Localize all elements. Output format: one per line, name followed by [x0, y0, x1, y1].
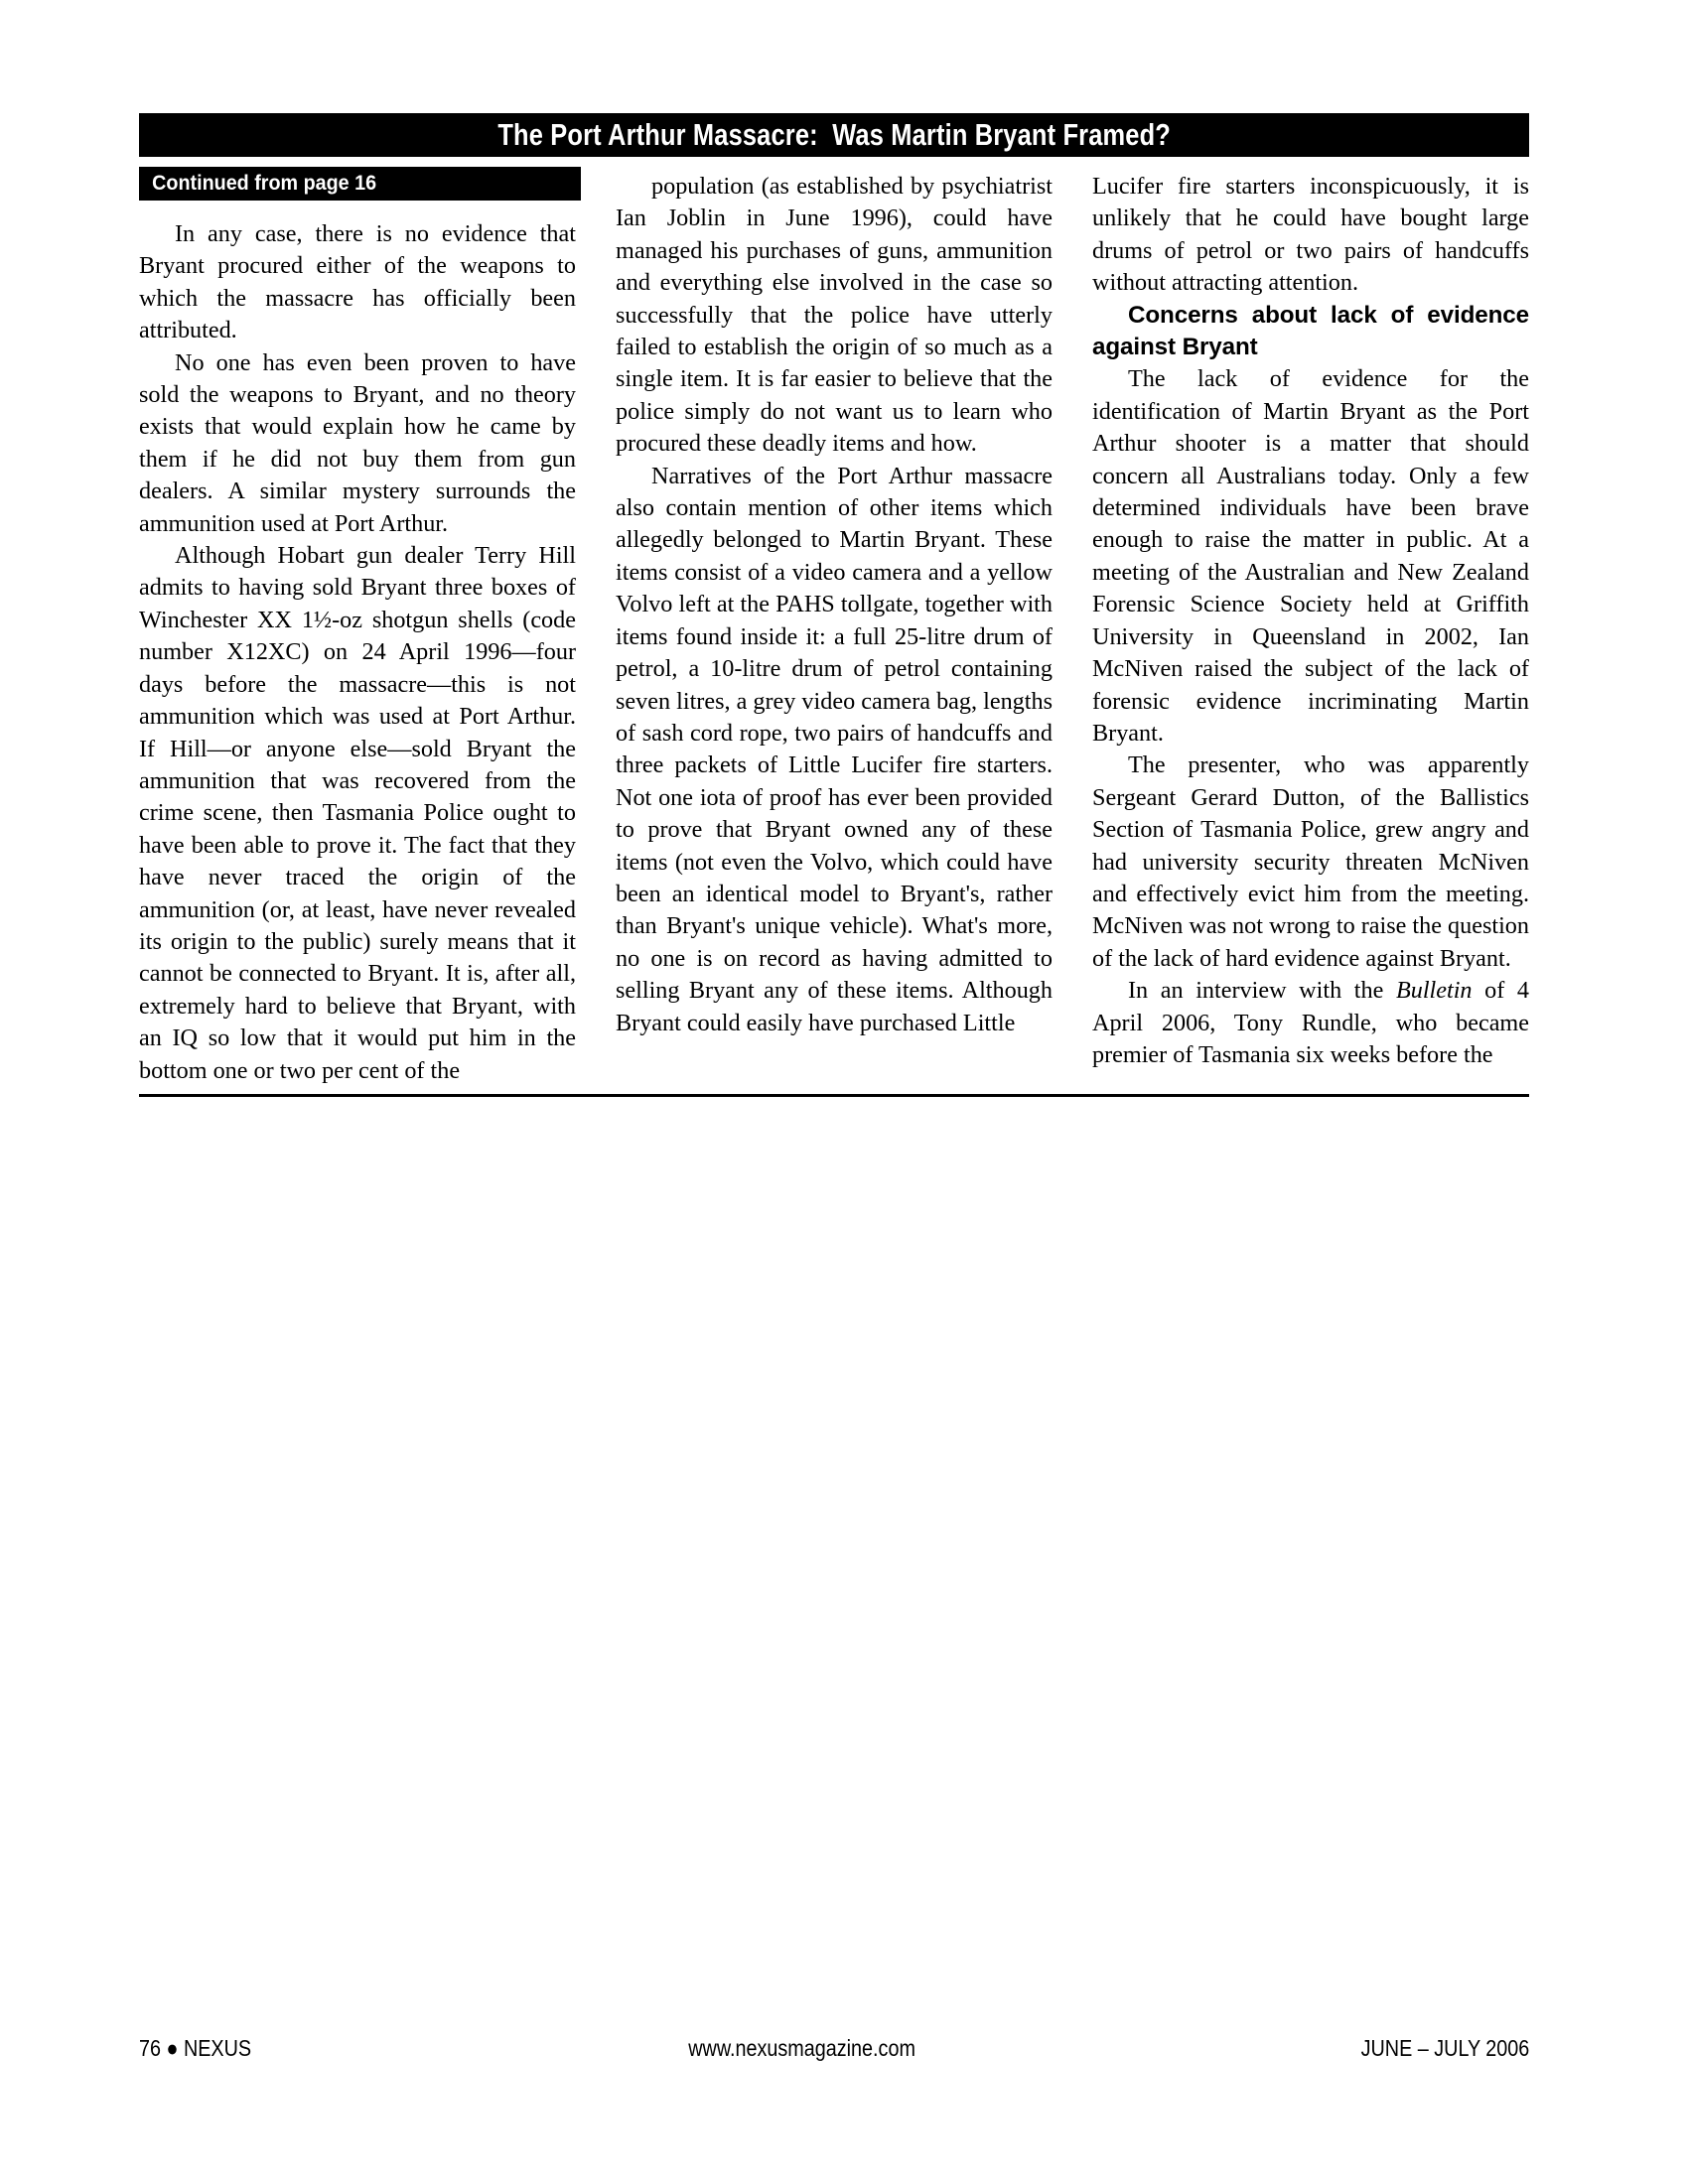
continued-from-label: Continued from page 16 [152, 172, 377, 195]
paragraph: population (as established by psychiatrist Ian Joblin in June 1996), could have managed his purchases of guns, ammunition and everything else involved in the case so successfully that the police have utterly failed to establish the origin of so much as a single item. It is far easier to believe that the police simply do not want us to learn who procured these deadly items and how. [616, 173, 1053, 458]
section-subheading: Concerns about lack of evidence against Bryant [1092, 301, 1529, 361]
running-header-banner [139, 113, 1529, 157]
paragraph: Lucifer fire starters inconspicuously, it is unlikely that he could have bought large drums of petrol or two pairs of handcuffs without attracting attention. [1092, 173, 1529, 297]
citation-after-text: of 4 April 2006, Tony Rundle, who became premier of Tasmania six weeks before the [1092, 977, 1530, 1068]
publication-title: Bulletin [1395, 977, 1473, 1005]
column-three [1092, 171, 1529, 1087]
paragraph: Narratives of the Port Arthur massacre also contain mention of other items which allegedly belonged to Martin Bryant. These items consist of a video camera and a yellow Volvo left at the PAHS tollgate, together with items found inside it: a full 25-litre drum of petrol, a 10-litre drum of petrol containing seven litres, a grey video camera bag, lengths of sash cord rope, two pairs of handcuffs and three packets of Little Lucifer fire starters. Not one iota of proof has ever been provided to prove that Bryant owned any of these items (not even the Volvo, which could have been an identical model to Bryant's, rather than Bryant's unique vehicle). What's more, no one is on record as having admitted to selling Bryant any of these items. Although Bryant could easily have purchased Little [616, 462, 1053, 1036]
page-title: The Port Arthur Massacre: Was Martin Bryant Framed? [497, 117, 1171, 152]
paragraph: In any case, there is no evidence that Bryant procured either of the weapons to which the massacre has officially been attributed. [139, 220, 576, 344]
article-columns [139, 171, 1529, 1087]
paragraph: No one has even been proven to have sold the weapons to Bryant, and no theory exists that would explain how he came by them if he did not buy them from gun dealers. A similar mystery surrounds the ammunition used at Port Arthur. [139, 348, 576, 537]
paragraph: Although Hobart gun dealer Terry Hill admits to having sold Bryant three boxes of Winchester XX 1½-oz shotgun shells (code number X12XC) on 24 April 1996—four days before the massacre—this is not ammunition which was used at Port Arthur. If Hill—or anyone else—sold Bryant the ammunition that was recovered from the crime scene, then Tasmania Police ought to have been able to prove it. The fact that they have never traced the origin of the ammunition (or, at least, have never revealed its origin to the public) surely means that it cannot be connected to Bryant. It is, after all, extremely hard to believe that Bryant, with an IQ so low that it would put him in the bottom one or two per cent of the [139, 542, 576, 1084]
footer-page-number: 76 ● NEXUS [139, 2034, 252, 2061]
page-footer [139, 2031, 1529, 2065]
footer-issue-date: JUNE – JULY 2006 [1360, 2034, 1529, 2061]
citation-before-text: In an interview with the [1128, 977, 1396, 1005]
paragraph: The lack of evidence for the identification of Martin Bryant as the Port Arthur shooter is a matter that should concern all Australians today. Only a few determined individuals have been brave enough to raise the matter in public. At a meeting of the Australian and New Zealand Forensic Science Society held at Griffith University in Queensland in 2002, Ian McNiven raised the subject of the lack of forensic evidence incriminating Martin Bryant. [1092, 365, 1529, 747]
column-bottom-rule [139, 1094, 1529, 1097]
footer-website: www.nexusmagazine.com [687, 2034, 915, 2061]
column-two [616, 171, 1053, 1087]
paragraph: The presenter, who was apparently Sergeant Gerard Dutton, of the Ballistics Section of Tasmania Police, grew angry and had university security threaten McNiven and effectively evict him from the meeting. McNiven was not wrong to raise the question of the lack of hard evidence against Bryant. [1092, 751, 1529, 972]
paragraph-with-citation [1092, 975, 1529, 1071]
column-one [139, 171, 576, 1087]
